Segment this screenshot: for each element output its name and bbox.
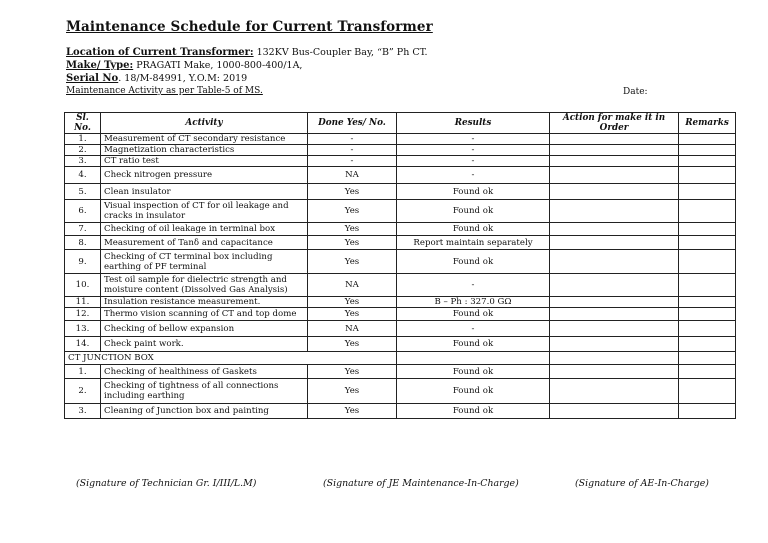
activity-cell: CT ratio test [101, 156, 308, 167]
results-cell: Found ok [397, 404, 550, 419]
location-value: 132KV Bus-Coupler Bay, “B” Ph CT. [253, 47, 428, 58]
remarks-cell [679, 236, 736, 250]
remarks-cell [679, 274, 736, 297]
done-cell: - [308, 134, 397, 145]
sl-cell: 9. [65, 250, 101, 274]
table-row [65, 308, 736, 321]
maintenance-table [64, 112, 736, 419]
sl-cell: 13. [65, 321, 101, 337]
table-row [65, 297, 736, 308]
col-sl-no: Sl. No. [65, 113, 101, 134]
table-row [65, 404, 736, 419]
results-cell: - [397, 145, 550, 156]
done-cell: Yes [308, 200, 397, 223]
section-title: CT JUNCTION BOX [65, 352, 397, 365]
col-done: Done Yes/ No. [308, 113, 397, 134]
section-blank [397, 352, 550, 365]
results-cell: Found ok [397, 223, 550, 236]
col-remarks: Remarks [679, 113, 736, 134]
activity-cell: Visual inspection of CT for oil leakage and cracks in insulator [101, 200, 308, 223]
done-cell: Yes [308, 308, 397, 321]
remarks-cell [679, 404, 736, 419]
done-cell: Yes [308, 250, 397, 274]
results-cell: Found ok [397, 200, 550, 223]
action-cell [550, 404, 679, 419]
make-label: Make/ Type: [66, 60, 134, 71]
remarks-cell [679, 337, 736, 352]
action-cell [550, 297, 679, 308]
activity-cell: Checking of bellow expansion [101, 321, 308, 337]
done-cell: NA [308, 321, 397, 337]
results-cell: Found ok [397, 365, 550, 379]
date-label: Date: [623, 87, 648, 97]
serial-label: Serial No [66, 73, 119, 84]
col-action: Action for make it in Order [550, 113, 679, 134]
remarks-cell [679, 184, 736, 200]
table-row [65, 223, 736, 236]
done-cell: Yes [308, 223, 397, 236]
table-header-row [65, 113, 736, 134]
done-cell: Yes [308, 184, 397, 200]
activity-cell: Measurement of Tanδ and capacitance [101, 236, 308, 250]
results-cell: Found ok [397, 250, 550, 274]
activity-cell: Checking of healthiness of Gaskets [101, 365, 308, 379]
activity-cell: Thermo vision scanning of CT and top dome [101, 308, 308, 321]
done-cell: Yes [308, 379, 397, 404]
done-cell: Yes [308, 236, 397, 250]
remarks-cell [679, 297, 736, 308]
sl-cell: 4. [65, 167, 101, 184]
activity-cell: Check nitrogen pressure [101, 167, 308, 184]
table-row [65, 200, 736, 223]
signature-technician: (Signature of Technician Gr. I/III/L.M) [76, 478, 257, 489]
sl-cell: 2. [65, 379, 101, 404]
action-cell [550, 223, 679, 236]
sl-cell: 11. [65, 297, 101, 308]
done-cell: Yes [308, 365, 397, 379]
table-row [65, 156, 736, 167]
remarks-cell [679, 145, 736, 156]
done-cell: Yes [308, 404, 397, 419]
activity-cell: Checking of CT terminal box including earthing of PF terminal [101, 250, 308, 274]
table-row [65, 337, 736, 352]
section-row [65, 352, 736, 365]
action-cell [550, 200, 679, 223]
activity-cell: Clean insulator [101, 184, 308, 200]
table-row [65, 250, 736, 274]
sl-cell: 12. [65, 308, 101, 321]
done-cell: Yes [308, 337, 397, 352]
results-cell: Found ok [397, 379, 550, 404]
make-line [66, 60, 302, 72]
sl-cell: 2. [65, 145, 101, 156]
sl-cell: 1. [65, 134, 101, 145]
table-row [65, 167, 736, 184]
location-label: Location of Current Transformer: [66, 47, 254, 58]
action-cell [550, 250, 679, 274]
action-cell [550, 167, 679, 184]
table-row [65, 184, 736, 200]
sl-cell: 5. [65, 184, 101, 200]
table-row [65, 274, 736, 297]
done-cell: - [308, 156, 397, 167]
activity-cell: Magnetization characteristics [101, 145, 308, 156]
activity-cell: Test oil sample for dielectric strength and moisture content (Dissolved Gas Analysis) [101, 274, 308, 297]
action-cell [550, 236, 679, 250]
action-cell [550, 134, 679, 145]
make-value: PRAGATI Make, 1000-800-400/1A, [133, 60, 303, 71]
sl-cell: 14. [65, 337, 101, 352]
activity-cell: Cleaning of Junction box and painting [101, 404, 308, 419]
remarks-cell [679, 379, 736, 404]
results-cell: B – Ph : 327.0 GΩ [397, 297, 550, 308]
sl-cell: 3. [65, 404, 101, 419]
location-line [66, 47, 428, 59]
remarks-cell [679, 308, 736, 321]
serial-value: . 18/M-84991, Y.O.M: 2019 [118, 73, 248, 84]
serial-line [66, 73, 247, 85]
done-cell: NA [308, 274, 397, 297]
sl-cell: 8. [65, 236, 101, 250]
done-cell: NA [308, 167, 397, 184]
table-row [65, 321, 736, 337]
sl-cell: 1. [65, 365, 101, 379]
table-row [65, 134, 736, 145]
activity-cell: Checking of tightness of all connections including earthing [101, 379, 308, 404]
table-row [65, 145, 736, 156]
results-cell: - [397, 321, 550, 337]
results-cell: - [397, 156, 550, 167]
results-cell: Report maintain separately [397, 236, 550, 250]
sl-cell: 10. [65, 274, 101, 297]
results-cell: Found ok [397, 184, 550, 200]
results-cell: - [397, 274, 550, 297]
activity-cell: Insulation resistance measurement. [101, 297, 308, 308]
signature-je: (Signature of JE Maintenance-In-Charge) [323, 478, 519, 489]
remarks-cell [679, 250, 736, 274]
results-cell: Found ok [397, 337, 550, 352]
table-row [65, 365, 736, 379]
col-results: Results [397, 113, 550, 134]
action-cell [550, 308, 679, 321]
action-cell [550, 365, 679, 379]
results-cell: Found ok [397, 308, 550, 321]
table-row [65, 236, 736, 250]
activity-cell: Check paint work. [101, 337, 308, 352]
action-cell [550, 184, 679, 200]
remarks-cell [679, 200, 736, 223]
activity-reference: Maintenance Activity as per Table-5 of MS. [66, 86, 263, 96]
document-title: Maintenance Schedule for Current Transformer [66, 19, 433, 35]
action-cell [550, 145, 679, 156]
results-cell: - [397, 167, 550, 184]
action-cell [550, 274, 679, 297]
remarks-cell [679, 167, 736, 184]
remarks-cell [679, 134, 736, 145]
remarks-cell [679, 156, 736, 167]
action-cell [550, 337, 679, 352]
sl-cell: 3. [65, 156, 101, 167]
action-cell [550, 156, 679, 167]
activity-cell: Checking of oil leakage in terminal box [101, 223, 308, 236]
section-blank [679, 352, 736, 365]
done-cell: - [308, 145, 397, 156]
results-cell: - [397, 134, 550, 145]
action-cell [550, 321, 679, 337]
table-row [65, 379, 736, 404]
signature-ae: (Signature of AE-In-Charge) [575, 478, 709, 489]
remarks-cell [679, 321, 736, 337]
activity-cell: Measurement of CT secondary resistance [101, 134, 308, 145]
done-cell: Yes [308, 297, 397, 308]
col-activity: Activity [101, 113, 308, 134]
sl-cell: 7. [65, 223, 101, 236]
remarks-cell [679, 365, 736, 379]
sl-cell: 6. [65, 200, 101, 223]
section-blank [550, 352, 679, 365]
remarks-cell [679, 223, 736, 236]
action-cell [550, 379, 679, 404]
